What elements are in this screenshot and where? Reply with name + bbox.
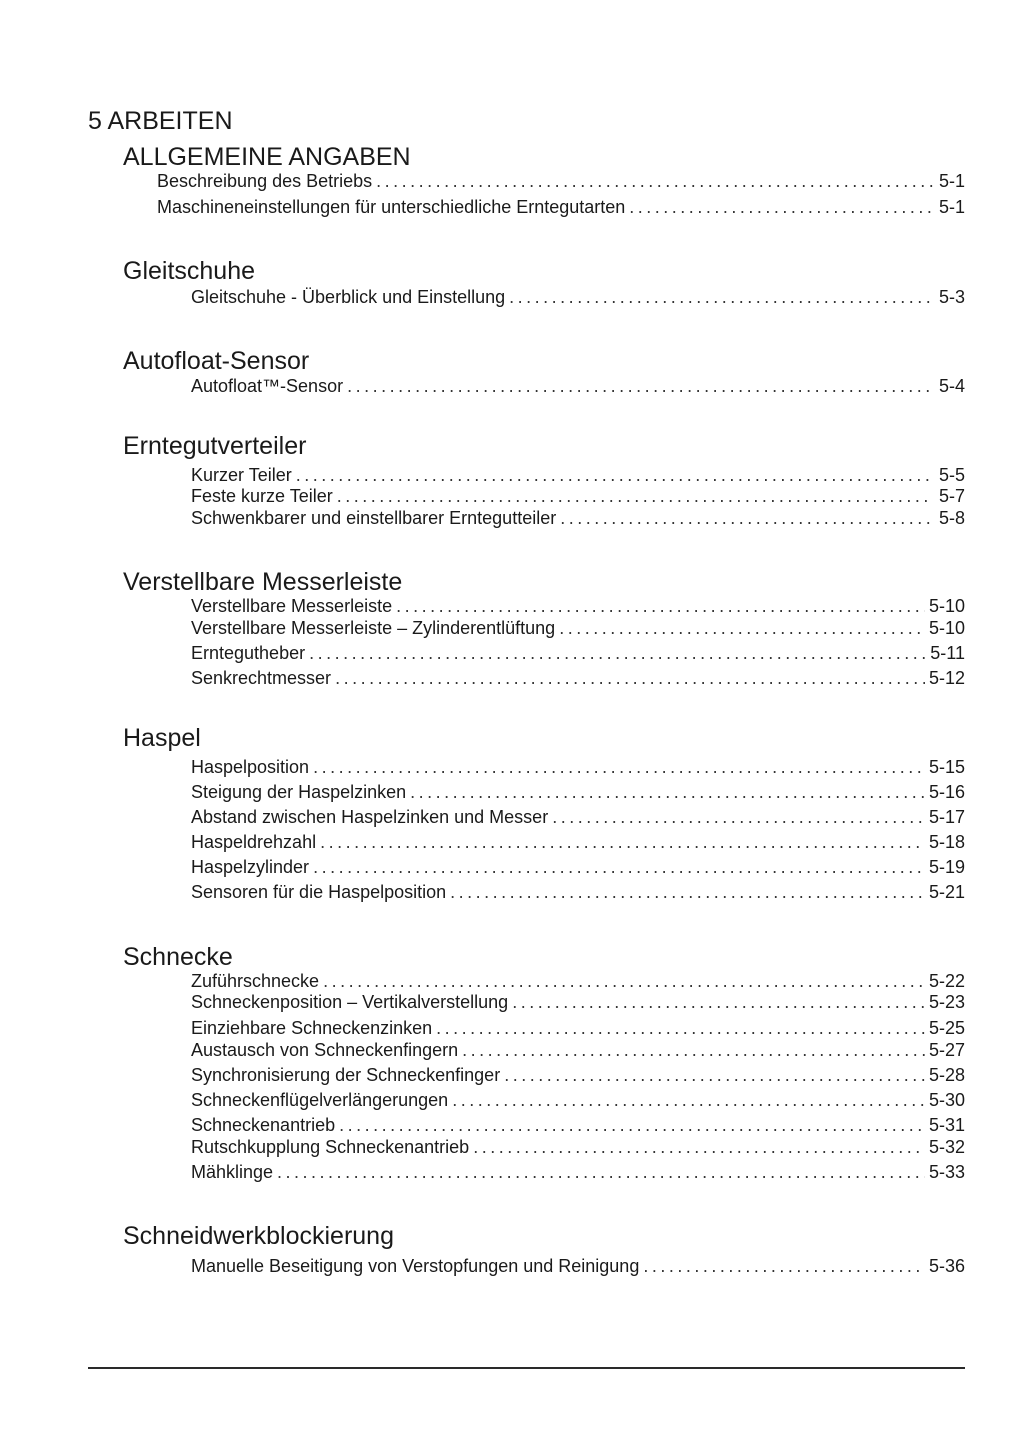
toc-entry[interactable] [191,881,965,903]
toc-entry-page: 5-27 [928,1040,965,1060]
dot-leader [396,595,925,617]
dot-leader [452,1089,925,1111]
dot-leader [559,617,925,639]
section-title: Haspel [123,724,201,752]
toc-entry-label: Schwenkbarer und einstellbarer Erntegutteiler [191,508,557,528]
dot-leader [436,1017,925,1039]
dot-leader [643,1255,925,1277]
dot-leader [296,464,933,486]
toc-entry[interactable] [157,196,965,218]
dot-leader [376,170,933,192]
toc-entry-label: Maschineneinstellungen für unterschiedliche Erntegutarten [157,197,626,217]
toc-entry-label: Haspelzylinder [191,857,310,877]
toc-entry[interactable] [191,485,965,507]
section-title: Erntegutverteiler [123,432,307,460]
toc-entry-label: Haspeldrehzahl [191,832,317,852]
toc-entry-page: 5-28 [928,1065,965,1085]
dot-leader [410,781,925,803]
toc-entry-page: 5-31 [928,1115,965,1135]
dot-leader [629,196,933,218]
bottom-rule [88,1367,965,1369]
toc-entry-label: Gleitschuhe - Überblick und Einstellung [191,287,506,307]
dot-leader [560,507,933,529]
dot-leader [323,970,925,992]
dot-leader [335,667,925,689]
toc-entry-label: Schneckenflügelverlängerungen [191,1090,449,1110]
dot-leader [552,806,925,828]
toc-entry-label: Synchronisierung der Schneckenfinger [191,1065,501,1085]
dot-leader [339,1114,925,1136]
toc-entry-label: Schneckenantrieb [191,1115,336,1135]
chapter-title: 5 ARBEITEN [88,107,233,135]
toc-entry-page: 5-17 [928,807,965,827]
toc-entry-page: 5-19 [928,857,965,877]
toc-entry[interactable] [191,756,965,778]
toc-entry[interactable] [191,464,965,486]
dot-leader [509,286,933,308]
toc-entry-page: 5-30 [928,1090,965,1110]
section-title: Gleitschuhe [123,257,256,285]
toc-entry-page: 5-7 [938,486,965,506]
dot-leader [320,831,925,853]
toc-entry-page: 5-10 [928,618,965,638]
toc-entry[interactable] [191,375,965,397]
section-title: ALLGEMEINE ANGABEN [123,143,411,171]
toc-entry-label: Verstellbare Messerleiste [191,596,393,616]
toc-entry-label: Kurzer Teiler [191,465,292,485]
toc-entry[interactable] [191,286,965,308]
toc-entry[interactable] [191,667,965,689]
toc-entry-page: 5-22 [928,971,965,991]
toc-entry[interactable] [191,1039,965,1061]
toc-entry[interactable] [157,170,965,192]
toc-entry-label: Beschreibung des Betriebs [157,171,373,191]
toc-entry-label: Zuführschnecke [191,971,320,991]
toc-entry-label: Feste kurze Teiler [191,486,333,506]
toc-entry[interactable] [191,806,965,828]
toc-entry-label: Erntegutheber [191,643,306,663]
toc-entry-page: 5-23 [928,992,965,1012]
toc-entry-page: 5-32 [928,1137,965,1157]
toc-entry-page: 5-21 [928,882,965,902]
toc-entry[interactable] [191,1161,965,1183]
section-title: Autofloat-Sensor [123,347,310,375]
toc-entry-page: 5-25 [928,1018,965,1038]
toc-entry-page: 5-4 [938,376,965,396]
toc-entry-page: 5-10 [928,596,965,616]
toc-entry-label: Austausch von Schneckenfingern [191,1040,459,1060]
toc-entry-page: 5-12 [928,668,965,688]
toc-entry-label: Haspelposition [191,757,310,777]
toc-entry[interactable] [191,1064,965,1086]
toc-entry-label: Einziehbare Schneckenzinken [191,1018,433,1038]
toc-entry-label: Senkrechtmesser [191,668,332,688]
toc-entry-page: 5-5 [938,465,965,485]
toc-entry-label: Manuelle Beseitigung von Verstopfungen und Reinigung [191,1256,640,1276]
toc-entry-label: Sensoren für die Haspelposition [191,882,447,902]
toc-entry-page: 5-1 [938,171,965,191]
toc-entry[interactable] [191,1089,965,1111]
toc-entry-page: 5-16 [928,782,965,802]
toc-entry[interactable] [191,642,965,664]
toc-entry-page: 5-11 [930,643,965,663]
dot-leader [347,375,933,397]
toc-entry[interactable] [191,991,965,1013]
toc-entry[interactable] [191,1255,965,1277]
dot-leader [313,856,925,878]
toc-entry-label: Mähklinge [191,1162,274,1182]
dot-leader [512,991,925,1013]
toc-entry-label: Steigung der Haspelzinken [191,782,407,802]
toc-entry-page: 5-3 [938,287,965,307]
toc-entry-page: 5-15 [928,757,965,777]
toc-entry[interactable] [191,856,965,878]
toc-entry-page: 5-1 [938,197,965,217]
toc-entry[interactable] [191,1017,965,1039]
toc-entry[interactable] [191,970,965,992]
toc-entry-page: 5-36 [928,1256,965,1276]
toc-entry-page: 5-8 [938,508,965,528]
toc-entry[interactable] [191,507,965,529]
toc-entry-page: 5-33 [928,1162,965,1182]
dot-leader [337,485,933,507]
toc-entry-page: 5-18 [928,832,965,852]
dot-leader [277,1161,925,1183]
toc-entry-label: Abstand zwischen Haspelzinken und Messer [191,807,549,827]
toc-entry-label: Autofloat™-Sensor [191,376,344,396]
toc-entry-label: Verstellbare Messerleiste – Zylinderentlüftung [191,618,556,638]
dot-leader [473,1136,925,1158]
section-title: Schneidwerkblockierung [123,1222,394,1250]
toc-entry[interactable] [191,595,965,617]
toc-entry[interactable] [191,831,965,853]
dot-leader [313,756,925,778]
toc-entry[interactable] [191,617,965,639]
section-title: Verstellbare Messerleiste [123,568,403,596]
toc-entry-label: Schneckenposition – Vertikalverstellung [191,992,509,1012]
dot-leader [462,1039,925,1061]
toc-entry[interactable] [191,1136,965,1158]
dot-leader [504,1064,925,1086]
dot-leader [309,642,926,664]
toc-entry[interactable] [191,1114,965,1136]
toc-entry-label: Rutschkupplung Schneckenantrieb [191,1137,470,1157]
dot-leader [450,881,925,903]
section-title: Schnecke [123,943,233,971]
toc-entry[interactable] [191,781,965,803]
